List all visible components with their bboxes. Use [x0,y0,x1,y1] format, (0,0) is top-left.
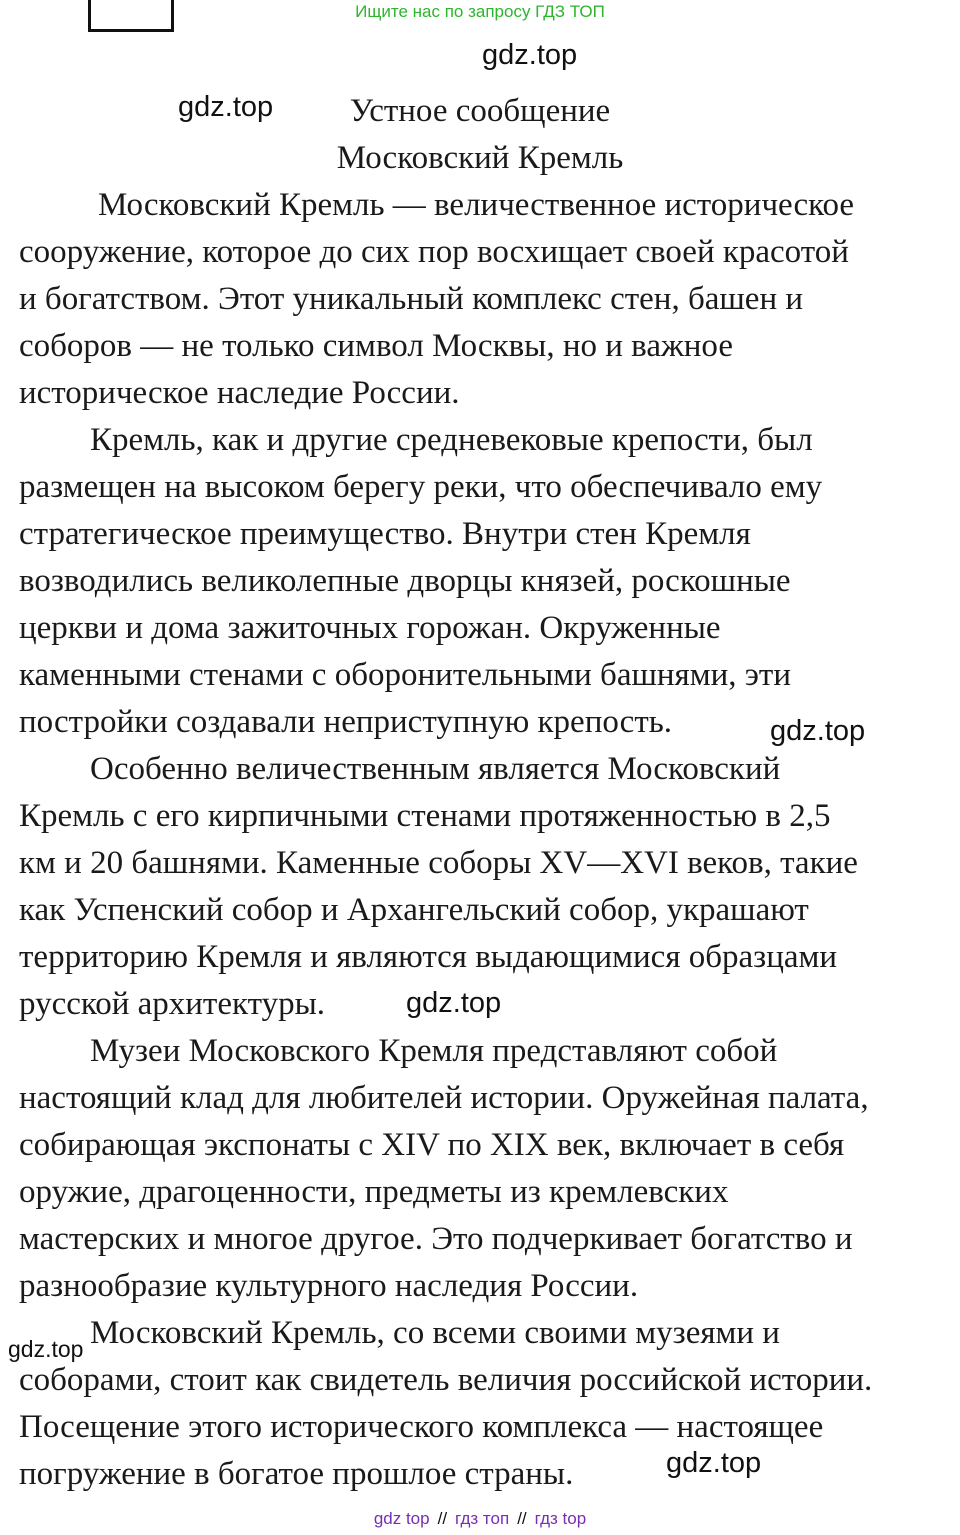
footer-link-gdz-top[interactable]: gdz top [373,1509,430,1528]
text-line: как Успенский собор и Архангельский собор, украшают [19,892,809,928]
footer-separator: // [437,1509,448,1528]
text-line: Московский Кремль — величественное историческое [98,187,855,223]
text-line: мастерских и многое другое. Это подчеркивает богатство и [19,1221,853,1257]
text-line: оружие, драгоценности, предметы из кремлевских [19,1174,729,1210]
text-line: настоящий клад для любителей истории. Оружейная палата, [19,1080,869,1116]
text-line: соборов — не только символ Москвы, но и важное [19,328,733,364]
watermark: gdz.top [406,987,502,1019]
text-line: погружение в богатое прошлое страны. [19,1456,574,1492]
page-title: Устное сообщение [349,93,611,129]
page-subtitle: Московский Кремль [336,140,624,176]
footer-link-gdz-top-ru[interactable]: гдз топ [455,1509,510,1528]
text-line: Посещение этого исторического комплекса — настоящее [19,1409,824,1445]
watermark: gdz.top [666,1447,762,1479]
text-line: историческое наследие России. [19,375,460,411]
text-line: соборами, стоит как свидетель величия российской истории. [19,1362,873,1398]
text-line: каменными стенами с оборонительными башнями, эти [19,657,792,693]
text-line: постройки создавали неприступную крепость. [19,704,673,740]
text-line: собирающая экспонаты с XIV по XIX век, включает в себя [19,1127,845,1163]
watermark: gdz.top [482,39,578,71]
text-line: русской архитектуры. [19,986,326,1022]
text-line: сооружение, которое до сих пор восхищает своей красотой [19,234,849,270]
text-line: территорию Кремля и являются выдающимися образцами [19,939,838,975]
text-line: разнообразие культурного наследия России. [19,1268,639,1304]
page-number-box [88,0,174,32]
text-line: Московский Кремль, со всеми своими музеями и [90,1315,780,1351]
text-line: Кремль, как и другие средневековые крепости, был [90,422,813,458]
text-line: Особенно величественным является Московский [90,751,781,787]
footer-separator: // [517,1509,527,1528]
text-line: возводились великолепные дворцы князей, роскошные [19,563,791,599]
text-line: км и 20 башнями. Каменные соборы XV—XVI веков, такие [19,845,858,881]
text-line: церкви и дома зажиточных горожан. Окруженные [19,610,721,646]
watermark: gdz.top [8,1336,84,1362]
text-line: размещен на высоком берегу реки, что обеспечивало ему [19,469,823,505]
text-line: и богатством. Этот уникальный комплекс стен, башен и [19,281,804,317]
text-line: стратегическое преимущество. Внутри стен Кремля [19,516,751,552]
top-banner[interactable]: Ищите нас по запросу ГДЗ ТОП [355,2,605,21]
watermark: gdz.top [178,91,274,123]
watermark: gdz.top [770,715,866,747]
footer-links [0,1507,960,1531]
text-line: Кремль с его кирпичными стенами протяженностью в 2,5 [19,798,831,834]
footer-link-gdz-top-mixed[interactable]: гдз top [534,1509,587,1528]
text-line: Музеи Московского Кремля представляют собой [90,1033,778,1069]
